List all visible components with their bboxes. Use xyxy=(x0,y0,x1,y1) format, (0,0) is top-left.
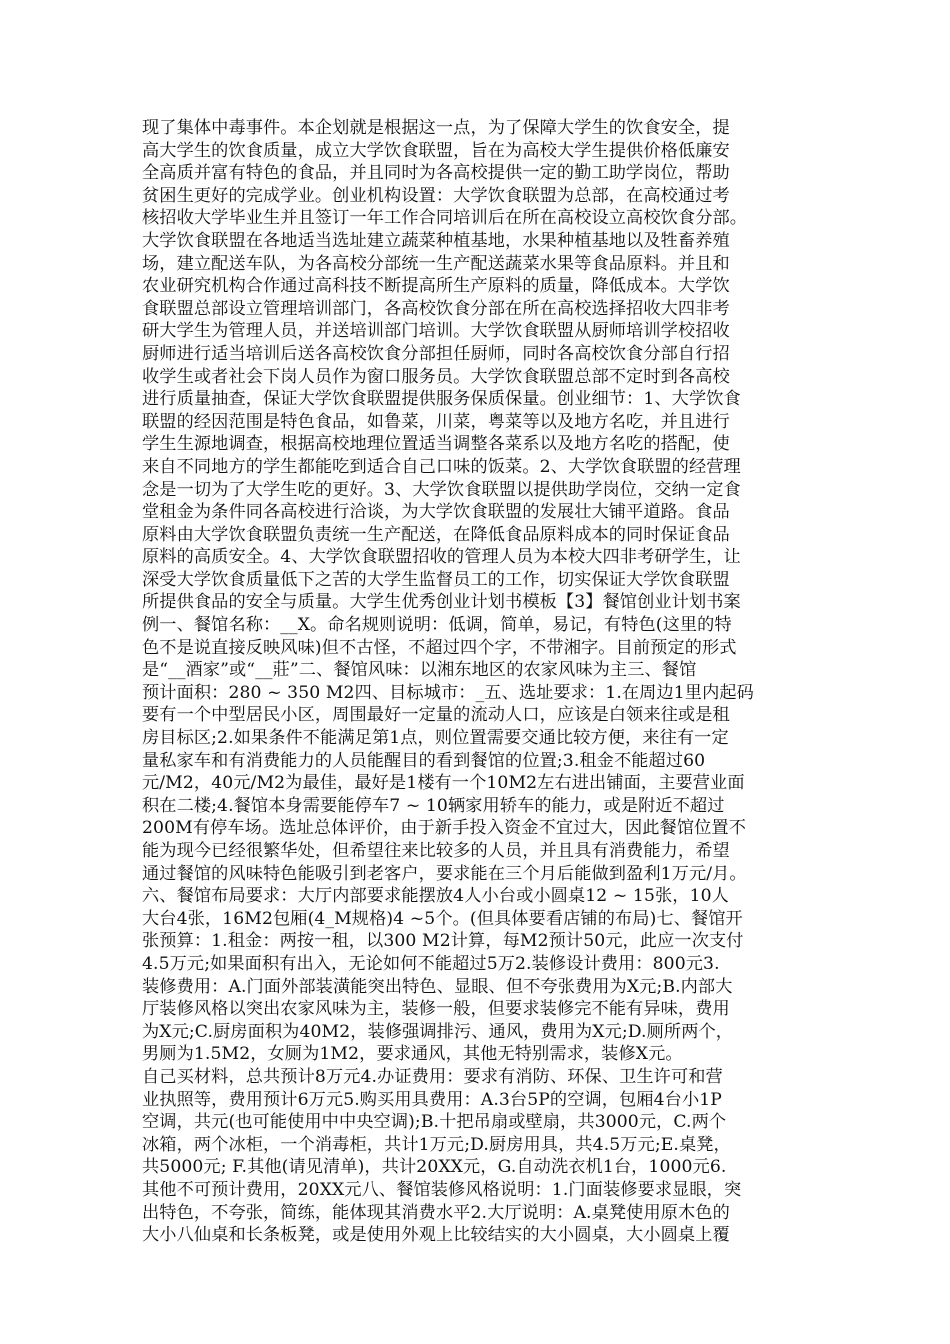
text-line: 装修费用：A.门面外部装潢能突出特色、显眼、但不夸张费用为X元;B.内部大 xyxy=(142,976,733,997)
text-line: 4.5万元;如果面积有出入，无论如何不能超过5万2.装修设计费用：800元3. xyxy=(142,953,720,974)
text-line: 空调，共元(也可能使用中中央空调);B.十把吊扇或壁扇，共3000元，C.两个 xyxy=(142,1112,727,1133)
text-line: 200M有停车场。选址总体评价，由于新手投入资金不宜过大，因此餐馆位置不 xyxy=(142,818,747,839)
text-line: 出特色，不夸张，简练，能体现其消费水平2.大厅说明：A.桌凳使用原木色的 xyxy=(142,1202,730,1223)
text-line: 色不是说直接反映风味)但不古怪，不超过四个字，不带湘字。目前预定的形式 xyxy=(142,637,737,658)
text-line: 积在二楼;4.餐馆本身需要能停车7 ~ 10辆家用轿车的能力，或是附近不超过 xyxy=(142,795,725,816)
text-line: 通过餐馆的风味特色能吸引到老客户，要求能在三个月后能做到盈利1万元/月。 xyxy=(142,863,747,884)
text-line: 所提供食品的安全与质量。大学生优秀创业计划书模板【3】餐馆创业计划书案 xyxy=(142,592,741,613)
text-line: 贫困生更好的完成学业。创业机构设置：大学饮食联盟为总部，在高校通过考 xyxy=(142,185,730,206)
text-line: 冰箱，两个冰柜，一个消毒柜，共计1万元;D.厨房用具，共4.5万元;E.桌凳， xyxy=(142,1134,731,1155)
text-line: 量私家车和有消费能力的人员能醒目的看到餐馆的位置;3.租金不能超过60 xyxy=(142,750,706,771)
text-line: 业执照等，费用预计6万元5.购买用具费用：A.3台5P的空调，包厢4台小1P xyxy=(142,1089,722,1110)
text-line: 大学饮食联盟在各地适当选址建立蔬菜种植基地，水果种植基地以及牲畜养殖 xyxy=(142,230,730,251)
text-line: 大台4张，16M2包厢(4_M规格)4 ~5个。(但具体要看店铺的布局)七、餐馆开 xyxy=(142,908,743,929)
text-line: 要有一个中型居民小区，周围最好一定量的流动人口，应该是白领来往或是租 xyxy=(142,705,730,726)
text-line: 六、餐馆布局要求：大厅内部要求能摆放4人小台或小圆桌12 ~ 15张，10人 xyxy=(142,886,729,907)
body-text xyxy=(142,117,822,1247)
text-line: 收学生或者社会下岗人员作为窗口服务员。大学饮食联盟总部不定时到各高校 xyxy=(142,366,730,387)
text-line: 厅装修风格以突出农家风味为主，装修一般，但要求装修完不能有异味，费用 xyxy=(142,999,730,1020)
text-line: 厨师进行适当培训后送各高校饮食分部担任厨师，同时各高校饮食分部自行招 xyxy=(142,343,730,364)
text-line: 元/M2，40元/M2为最佳，最好是1楼有一个10M2左右进出铺面，主要营业面 xyxy=(142,773,745,794)
text-line: 全高质并富有特色的食品，并且同时为各高校提供一定的勤工助学岗位，帮助 xyxy=(142,163,730,184)
text-line: 念是一切为了大学生吃的更好。3、大学饮食联盟以提供助学岗位，交纳一定食 xyxy=(142,479,741,500)
text-line: 研大学生为管理人员，并送培训部门培训。大学饮食联盟从厨师培训学校招收 xyxy=(142,321,730,342)
text-line: 高大学生的饮食质量，成立大学饮食联盟，旨在为高校大学生提供价格低廉安 xyxy=(142,140,730,161)
text-line: 预计面积：280 ~ 350 M2四、目标城市：_五、选址要求：1.在周边1里内起码 xyxy=(142,682,754,703)
text-line: 原料的高质安全。4、大学饮食联盟招收的管理人员为本校大四非考研学生，让 xyxy=(142,547,741,568)
text-line: 联盟的经因范围是特色食品，如鲁菜，川菜，粤菜等以及地方名吃，并且进行 xyxy=(142,411,730,432)
text-line: 场，建立配送车队，为各高校分部统一生产配送蔬菜水果等食品原料。并且和 xyxy=(142,253,730,274)
text-line: 现了集体中毒事件。本企划就是根据这一点，为了保障大学生的饮食安全，提 xyxy=(142,118,730,138)
text-line: 男厕为1.5M2，女厕为1M2，要求通风，其他无特别需求，装修X元。 xyxy=(142,1044,683,1065)
text-line: 其他不可预计费用，20XX元八、餐馆装修风格说明：1.门面装修要求显眼，突 xyxy=(142,1179,742,1200)
text-line: 例一、餐馆名称：__X。命名规则说明：低调，简单，易记，有特色(这里的特 xyxy=(142,615,732,636)
text-line: 深受大学饮食质量低下之苦的大学生监督员工的工作，切实保证大学饮食联盟 xyxy=(142,569,730,590)
text-line: 食联盟总部设立管理培训部门，各高校饮食分部在所在高校选择招收大四非考 xyxy=(142,298,730,319)
text-line: 房目标区;2.如果条件不能满足第1点，则位置需要交通比较方便，来往有一定 xyxy=(142,728,729,749)
text-line: 是“__酒家”或“__莊”二、餐馆风味：以湘东地区的农家风味为主三、餐馆 xyxy=(142,660,697,681)
text-line: 为X元;C.厨房面积为40M2，装修强调排污、通风，费用为X元;D.厕所两个， xyxy=(142,1021,734,1042)
text-line: 堂租金为条件同各高校进行洽谈，为大学饮食联盟的发展壮大铺平道路。食品 xyxy=(142,502,730,523)
text-line: 自己买材料，总共预计8万元4.办证费用：要求有消防、环保、卫生许可和营 xyxy=(142,1066,723,1087)
text-line: 进行质量抽查，保证大学饮食联盟提供服务保质保量。创业细节：1、大学饮食 xyxy=(142,389,741,410)
text-line: 共5000元; F.其他(请见清单)，共计20XX元，G.自动洗衣机1台，1000元6. xyxy=(142,1157,727,1178)
text-line: 学生生源地调查，根据高校地理位置适当调整各菜系以及地方名吃的搭配，使 xyxy=(142,434,730,455)
text-line: 原料由大学饮食联盟负责统一生产配送，在降低食品原料成本的同时保证食品 xyxy=(142,524,730,545)
text-line: 大小八仙桌和长条板凳，或是使用外观上比较结实的大小圆桌，大小圆桌上覆 xyxy=(142,1225,730,1246)
text-line: 来自不同地方的学生都能吃到适合自己口味的饭菜。2、大学饮食联盟的经营理 xyxy=(142,456,741,477)
text-line: 张预算：1.租金：两按一租，以300 M2计算，每M2预计50元，此应一次支付 xyxy=(142,931,744,952)
text-line: 能为现今已经很繁华处，但希望往来比较多的人员，并且具有消费能力，希望 xyxy=(142,841,730,861)
text-line: 农业研究机构合作通过高科技不断提高所生产原料的质量，降低成本。大学饮 xyxy=(142,276,730,297)
text-line: 核招收大学毕业生并且签订一年工作合同培训后在所在高校设立高校饮食分部。 xyxy=(142,208,748,229)
